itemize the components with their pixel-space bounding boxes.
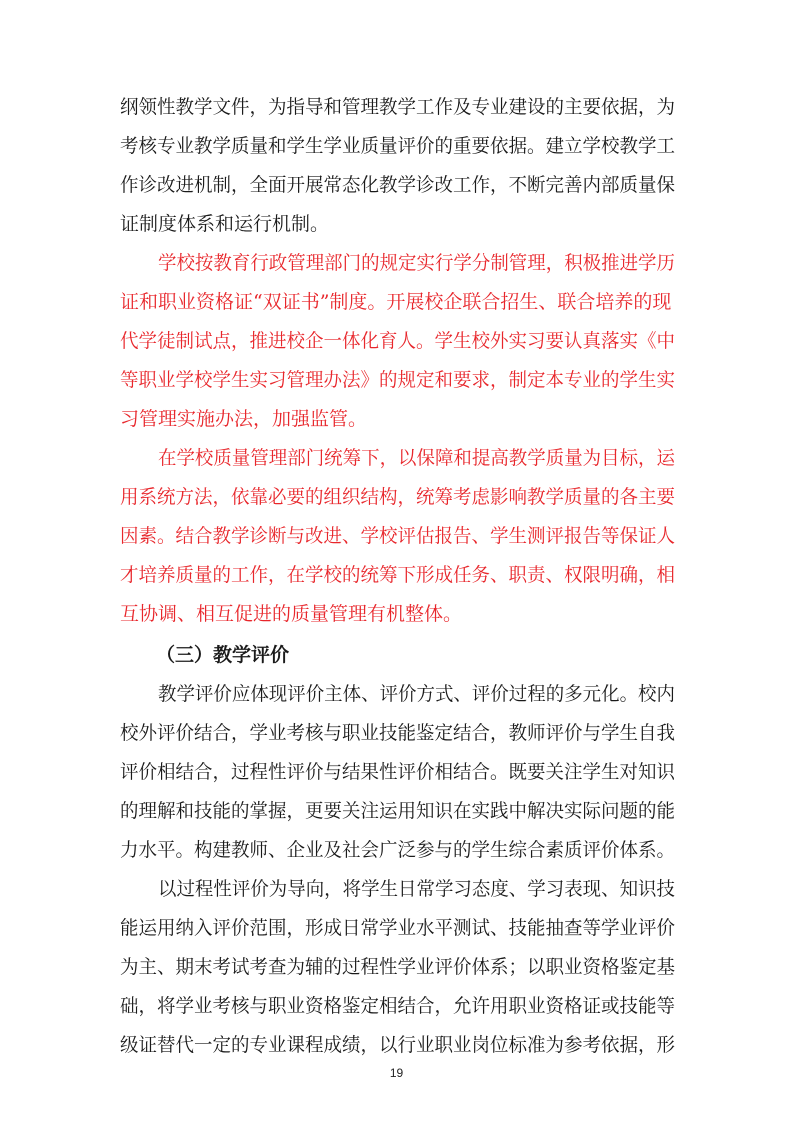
paragraph-1-line-4: 证制度体系和运行机制。 (120, 213, 330, 235)
paragraph-6-line-1: 以过程性评价为导向，将学生日常学习态度、学习表现、知识技 (158, 878, 675, 900)
paragraph-6-line-3: 为主、期末考试考查为辅的过程性学业评价体系；以职业资格鉴定基 (120, 956, 675, 978)
paragraph-2-line-2: 证和职业资格证“双证书”制度。开展校企联合招生、联合培养的现 (120, 291, 672, 313)
paragraph-1-line-1: 纲领性教学文件，为指导和管理教学工作及专业建设的主要依据，为 (120, 96, 675, 118)
paragraph-3-line-3: 因素。结合教学诊断与改进、学校评估报告、学生测评报告等保证人 (120, 525, 675, 547)
paragraph-5-line-5: 力水平。构建教师、企业及社会广泛参与的学生综合素质评价体系。 (120, 839, 675, 861)
page-number: 19 (389, 1066, 404, 1080)
paragraph-5-line-4: 的理解和技能的掌握，更要关注运用知识在实践中解决实际问题的能 (120, 800, 675, 822)
paragraph-6-line-4: 础，将学业考核与职业资格鉴定相结合，允许用职业资格证或技能等 (120, 995, 675, 1017)
paragraph-3-line-2: 用系统方法，依靠必要的组织结构，统筹考虑影响教学质量的各主要 (120, 486, 675, 508)
paragraph-5-line-3: 评价相结合，过程性评价与结果性评价相结合。既要关注学生对知识 (120, 761, 675, 783)
paragraph-3-line-4: 才培养质量的工作，在学校的统筹下形成任务、职责、权限明确，相 (120, 564, 675, 586)
paragraph-3-line-1: 在学校质量管理部门统筹下，以保障和提高教学质量为目标，运 (158, 447, 675, 469)
paragraph-2-line-5: 习管理实施办法，加强监管。 (120, 408, 368, 430)
paragraph-6-line-2: 能运用纳入评价范围，形成日常学业水平测试、技能抽查等学业评价 (120, 917, 675, 939)
paragraph-6-line-5: 级证替代一定的专业课程成绩，以行业职业岗位标准为参考依据，形 (120, 1034, 675, 1056)
paragraph-2-line-3: 代学徒制试点，推进校企一体化育人。学生校外实习要认真落实《中 (120, 330, 675, 352)
paragraph-1-line-2: 考核专业教学质量和学生学业质量评价的重要依据。建立学校教学工 (120, 135, 675, 157)
paragraph-1-line-3: 作诊改进机制，全面开展常态化教学诊改工作，不断完善内部质量保 (120, 174, 675, 196)
section-heading: （三）教学评价 (156, 644, 290, 666)
paragraph-2-line-4: 等职业学校学生实习管理办法》的规定和要求，制定本专业的学生实 (120, 369, 675, 391)
paragraph-5-line-2: 校外评价结合，学业考核与职业技能鉴定结合，教师评价与学生自我 (120, 722, 675, 744)
paragraph-5-line-1: 教学评价应体现评价主体、评价方式、评价过程的多元化。校内 (158, 683, 675, 705)
paragraph-2-line-1: 学校按教育行政管理部门的规定实行学分制管理，积极推进学历 (158, 252, 675, 274)
paragraph-3-line-5: 互协调、相互促进的质量管理有机整体。 (120, 603, 463, 625)
